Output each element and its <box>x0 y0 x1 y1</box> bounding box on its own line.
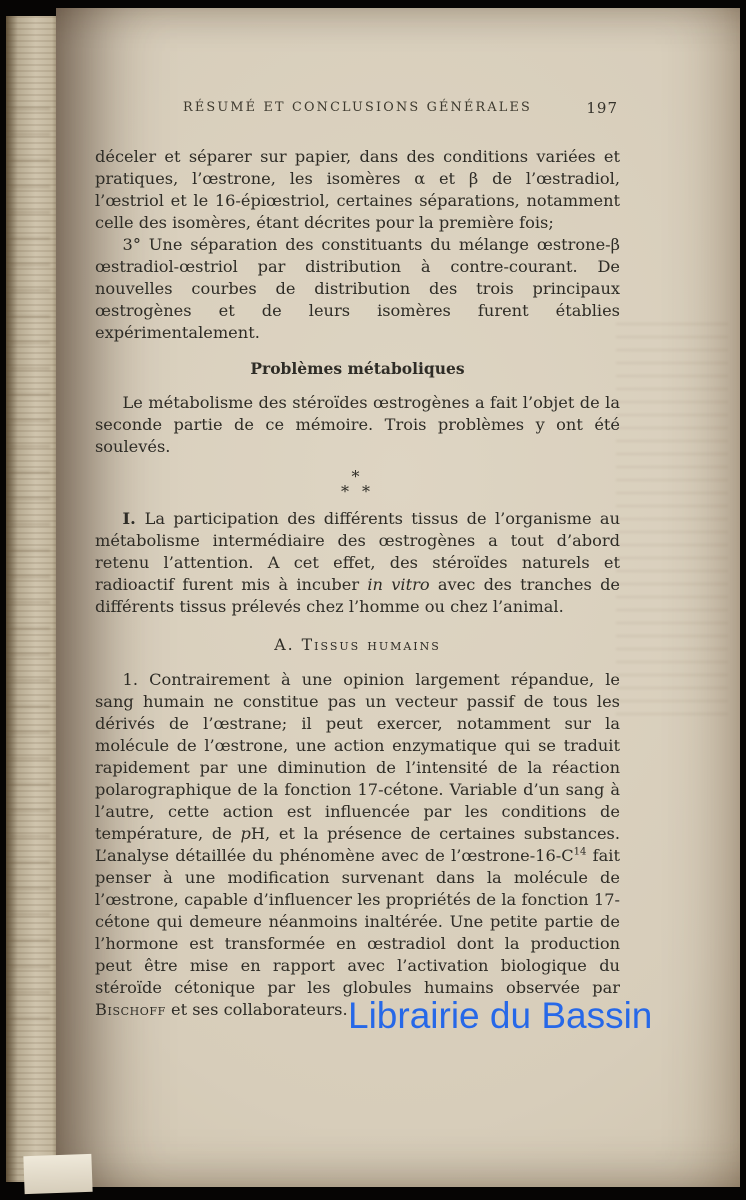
text-column <box>95 100 620 1021</box>
section-heading-tissus-humains: A. Tissus humains <box>274 635 441 654</box>
page-edge-ghost-marks <box>10 90 50 1020</box>
bookseller-watermark: Librairie du Bassin <box>348 995 653 1036</box>
paragraph-sang-humain: 1. Contrairement à une opinion largement répandue, le sang humain ne constitue pas un vecteur passif de tous les dérivés de l’œstrane; il peut exercer, notamment sur la molécule de l’œstrone, une action enzymatique qui se traduit rapidement par une diminution de l’intensité de la réaction polarographique de la fonction 17-cétone. Variable d’un sang à l’autre, cette action est influencée par les conditions de température, de pH, et la présence de certaines substances. L’analyse détaillée du phénomène avec de $l’œstrone-16-C^{14}$ fait penser à une modification survenant dans la molécule de l’œstrone, capable d’influencer les propriétés de la fonction 17-cétone qui demeure néanmoins inaltérée. Une petite partie de l’hormone est transformée en œstradiol dont la production peut être mise en rapport avec l’activation biologique du stéroïde cétonique par les globules humains observée par Bischoff et ses collaborateurs. <box>95 670 620 1019</box>
paragraph-separation: 3° Une séparation des constituants du mélange œstrone-β œstradiol-œstriol par distribution à contre-courant. De nouvelles courbes de distribution des trois principaux œstrogènes et de leurs isomères furent établies expérimentalement. <box>95 235 620 342</box>
asterism-divider <box>95 469 620 499</box>
page-number: 197 <box>586 99 618 117</box>
asterism-bottom: * * <box>340 482 375 501</box>
section-heading-metaboliques: Problèmes métaboliques <box>250 359 465 378</box>
paragraph-metabolisme: Le métabolisme des stéroïdes œstrogènes a fait l’objet de la seconde partie de ce mémoire. Trois problèmes y ont été soulevés. <box>95 393 620 456</box>
paragraph-continuation: déceler et séparer sur papier, dans des conditions variées et pratiques, l’œstrone, les isomères α et β de l’œstradiol, l’œstriol et le 16-épiœstriol, certaines séparations, notamment celle des isomères, étant décrites pour la première fois; <box>95 147 620 232</box>
reverse-side-showthrough <box>616 323 728 718</box>
running-title: RÉSUMÉ ET CONCLUSIONS GÉNÉRALES <box>183 100 532 115</box>
paragraph-participation: I. La participation des différents tissus de l’organisme au métabolisme intermédiaire des œstrogènes a tout d’abord retenu l’attention. A cet effet, des stéroïdes naturels et radioactif furent mis à incuber in vitro avec des tranches de différents tissus prélevés chez l’homme ou chez l’animal. <box>95 509 621 616</box>
bottom-left-page-corner <box>23 1154 92 1194</box>
asterism-top: * <box>351 467 364 486</box>
page-header <box>95 100 620 120</box>
